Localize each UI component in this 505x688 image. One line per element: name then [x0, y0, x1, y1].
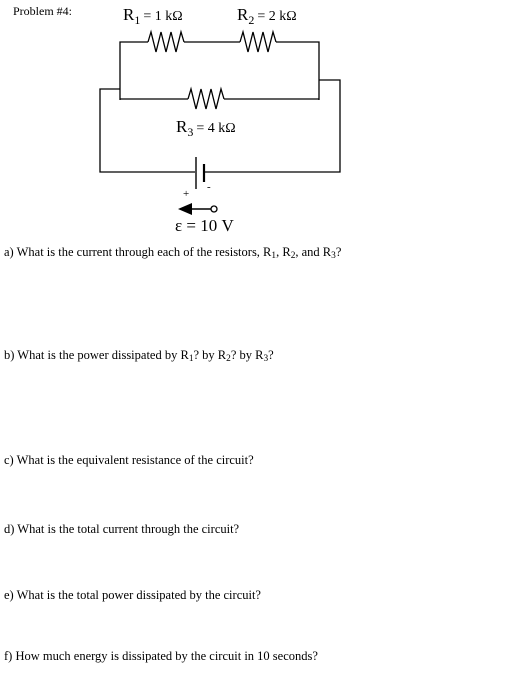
- emf-arrow-icon: [178, 203, 217, 215]
- question-f: f) How much energy is dissipated by the circuit in 10 seconds?: [4, 649, 318, 663]
- problem-label: Problem #4:: [13, 4, 72, 18]
- question-b: b) What is the power dissipated by $R_1$? by $R_2$? by $R_3$?: [4, 348, 274, 364]
- r1-label: $R_1$ $^{= 1 k\Omega}$: [123, 5, 183, 27]
- r3-label: $R_3$ $^{= 4 k\Omega}$: [176, 117, 236, 139]
- question-a: a) What is the current through each of the resistors, $R_1$, $R_2$, and $R_3$?: [4, 245, 342, 261]
- resistor-r1-zigzag: [148, 32, 184, 52]
- r2-label: $R_2$ $^{= 2 k\Omega}$: [237, 5, 297, 27]
- question-c: c) What is the equivalent resistance of the circuit?: [4, 453, 254, 467]
- battery-minus-label: -: [207, 181, 211, 193]
- circuit-diagram: [0, 0, 505, 240]
- battery-plus-label: +: [183, 188, 190, 200]
- question-d: d) What is the total current through the circuit?: [4, 522, 240, 536]
- resistor-r3-zigzag: [188, 89, 224, 109]
- wire-top-branch: [120, 42, 148, 100]
- emf-label: ε = 10 V: [175, 216, 234, 235]
- resistor-r2-zigzag: [240, 32, 276, 52]
- question-e: e) What is the total power dissipated by the circuit?: [4, 588, 261, 602]
- wire-top-right: [276, 42, 319, 100]
